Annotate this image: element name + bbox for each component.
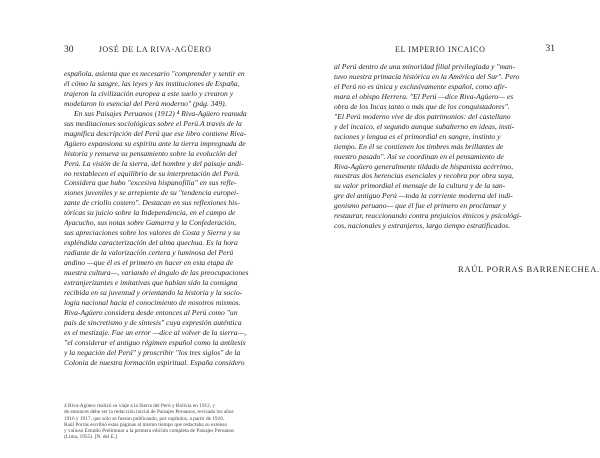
text-line: al Perú dentro de una minoridad filial privilegiada y "man- <box>334 62 516 71</box>
text-line: su valor primordial el mensaje de la cultura y de la san- <box>334 181 506 191</box>
author-signature-text: RAÚL PORRAS BARRENECHEA. <box>458 264 600 274</box>
text-line: "El Perú moderno vive de dos patrimonios: del castellano <box>334 111 511 121</box>
left-footnote <box>64 403 295 441</box>
text-line: país de sincretismo y de síntesis" cuya expresión auténtica <box>64 317 242 327</box>
text-line: recibida en su juventud y orientando la historia y la socio- <box>64 287 243 297</box>
text-line: genismo peruano— que él fue el primero en proclamar y <box>334 201 507 211</box>
text-line: extranjerizantes e imitativas que habían sido la consigna <box>64 278 238 288</box>
text-line: Considera que hubo "excesiva hispanofilia" en sus refle- <box>64 178 237 188</box>
text-line: española, asienta que es necesario "comprender y sentir en <box>64 69 245 78</box>
text-line: cos, nacionales y extranjeros, largo tiempo estratificados. <box>334 221 510 231</box>
right-page-number: 31 <box>545 44 555 54</box>
footnote-line: 1916 y 1917, que sólo se fueron publicando, por capítulos, a partir de 1916. <box>64 415 225 422</box>
text-line: tuvo nuestra primacía histórica en la América del Sur". Pero <box>334 71 520 81</box>
text-line: Ayacucho, sus notas sobre Gamarra y la Confederación, <box>64 218 237 228</box>
right-page <box>300 0 600 458</box>
text-line: historia y renueva su pensamiento sobre la evolución del <box>64 148 237 158</box>
text-line: Perú. La visión de la sierra, del hombre y del paisaje andi- <box>64 158 244 168</box>
text-line: sus apreciaciones sobre los valores de Costa y Sierra y su <box>64 228 240 238</box>
text-line: nuestro pasado". Así se coordinan en el pensamiento de <box>334 151 504 161</box>
text-line: Riva-Agüero generalmente tildado de hispanista acérrimo, <box>334 161 513 171</box>
footnote-line: de entonces debe ser la redacción inicial de Paisajes Peruanos, revisada los años <box>64 409 234 416</box>
text-line: y la negación del Perú" y proscribir "los tres siglos" de la <box>64 347 241 357</box>
text-line: sus meditaciones sociológicas sobre el Perú.A través de la <box>64 118 242 128</box>
footnote-line: (Lima, 1955). [N. del E.] <box>64 434 117 441</box>
text-line: tuciones y lengua es el primordial en sangre, instinto y <box>334 131 501 141</box>
text-line: radiante de la valorización certera y luminosa del Perú <box>64 248 234 258</box>
footnote-line: Raúl Porras escribió estas páginas al mismo tiempo que redactaba su extenso <box>64 421 228 428</box>
text-line: mara el obispo Herrera. "El Perú —dice Riva-Agüero— es <box>334 91 514 101</box>
text-line: gre del antiguo Perú —toda la corriente moderna del indi- <box>334 191 513 201</box>
right-body-text <box>334 62 557 231</box>
right-page-header <box>395 45 555 54</box>
text-line: "el considerar el antiguo régimen español como la antítesis <box>64 337 246 347</box>
text-line: Colonia de nuestra formación espiritual. España considero <box>64 357 245 367</box>
left-body-text <box>64 69 295 368</box>
left-running-head: JOSÉ DE LA RIVA-AGÜERO <box>98 45 212 54</box>
text-line: no restablecen el equilibrio de su interpretación del Perú. <box>64 168 240 178</box>
text-line: trajeron la civilización europea a este suelo y crearon y <box>64 88 234 98</box>
text-line: magnífica descripción del Perú que ese libro contiene Riva- <box>64 128 247 138</box>
text-line: andino —que él es el primero en hacer en esta etapa de <box>64 258 234 268</box>
text-line: es el mestizaje. Fue un error —dice al volver de la sierra—, <box>64 327 247 337</box>
text-line: nuestra cultura—, variando el ángulo de las preocupaciones <box>64 268 249 278</box>
left-page-header <box>64 45 212 55</box>
text-line: tóricas su juicio sobre la Independencia, en el campo de <box>64 208 236 218</box>
text-line: y del incaico, el segundo aunque subalterno en ideas, insti- <box>334 121 515 131</box>
text-line: Agüero expansiona su espíritu ante la tierra impregnada de <box>64 138 246 148</box>
text-line: restaurar, reaccionando contra prejuicios étnicos y psicológi- <box>334 211 522 221</box>
author-signature <box>458 264 600 274</box>
text-line: obra de los Incas tanto o más que de los conquistadores". <box>334 101 510 111</box>
text-line: espléndida caracterización del alma quechua. Es la hora <box>64 238 238 248</box>
footnote-line: y valioso Estudio Preliminar a la primera edición completa de Paisajes Peruanos <box>64 428 235 435</box>
text-line: xiones juveniles y se arrepiente de su "tendencia europei- <box>64 188 239 198</box>
text-line: él cómo la sangre, las leyes y las instituciones de España, <box>64 78 240 88</box>
text-line: Riva-Agüero considera desde entonces al Perú como "un <box>64 307 238 317</box>
footnote-line: 4 Riva-Agüero realizó su viaje a la Sierra del Perú y Bolivia en 1912, y <box>64 403 216 409</box>
text-line: nuestras dos herencias esenciales y recobra por obra suya, <box>334 171 514 181</box>
text-line: En sus Paisajes Peruanos (1912) ⁴ Riva-Agüero reanuda <box>74 108 247 118</box>
text-line: tiempo. En él se contienen los timbres más brillantes de <box>334 141 504 151</box>
text-line: modelaron lo esencial del Perú moderno" (pág. 349). <box>64 98 227 108</box>
text-line: logía nacional hacia el conocimiento de nosotros mismos. <box>64 297 241 307</box>
text-line: zante de criollo costero". Destacan en sus reflexiones his- <box>64 198 240 208</box>
text-line: el Perú no es única y exclusivamente español, como afir- <box>334 81 508 91</box>
right-running-head: EL IMPERIO INCAICO <box>395 45 486 54</box>
left-page-number: 30 <box>64 45 74 55</box>
